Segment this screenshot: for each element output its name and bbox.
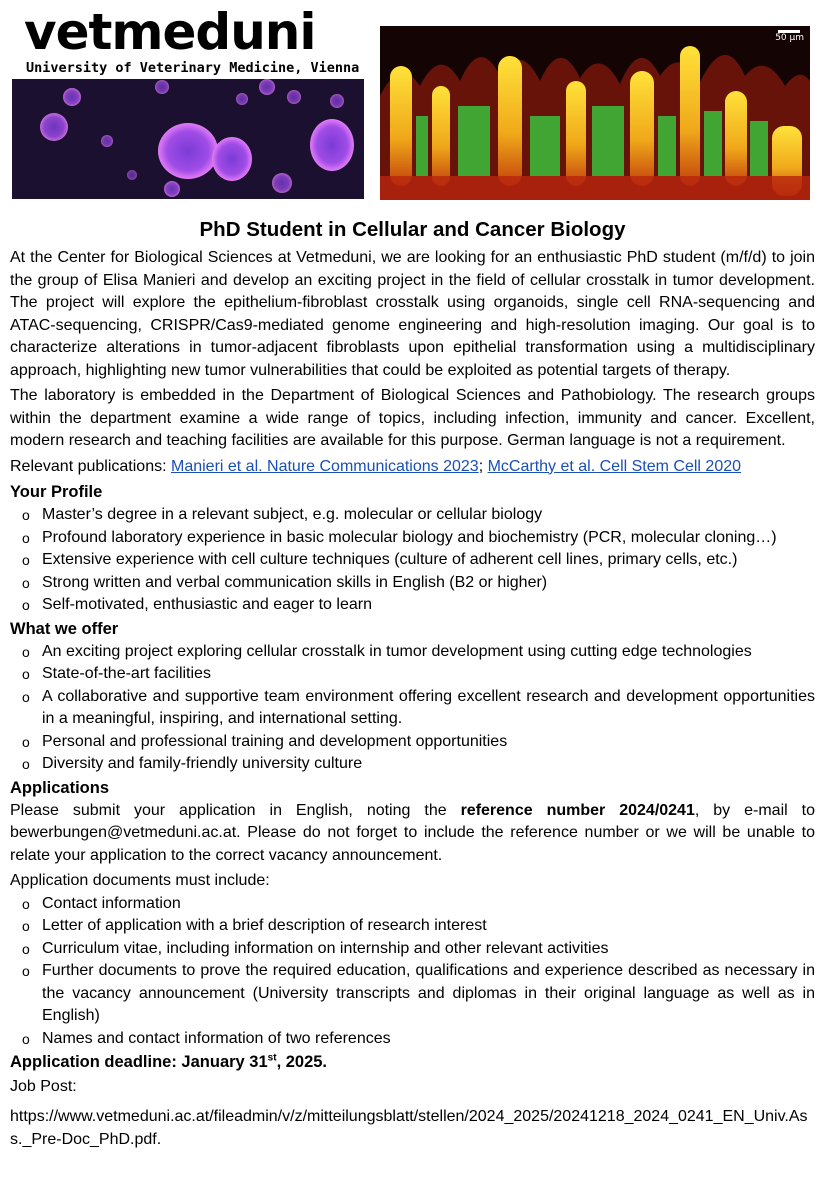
- applications-text-before: Please submit your application in English, noting the: [10, 801, 461, 819]
- list-item: o Extensive experience with cell culture techniques (culture of adherent cell lines, primary cells, etc.): [10, 549, 815, 572]
- organoid-microscopy-image: [12, 79, 364, 199]
- deadline-tail: , 2025.: [276, 1053, 328, 1071]
- list-item: o Names and contact information of two references: [10, 1028, 815, 1051]
- job-posting-body: [10, 216, 815, 1151]
- applications-text-after: , by e-mail to bewerbungen@vetmeduni.ac.at. Please do not forget to include the reference number or we will be unable to relate your application to the correct vacancy announcement.: [10, 801, 815, 864]
- university-name: University of Veterinary Medicine, Vienna: [26, 60, 360, 76]
- reference-number: reference number 2024/0241: [460, 801, 695, 819]
- list-item: o Strong written and verbal communication skills in English (B2 or higher): [10, 572, 815, 595]
- list-item: o Master’s degree in a relevant subject, e.g. molecular or cellular biology: [10, 504, 815, 527]
- vetmeduni-logo: vetmeduni: [24, 3, 316, 61]
- publication-link-manieri[interactable]: Manieri et al. Nature Communications 2023: [170, 457, 479, 475]
- page-title: PhD Student in Cellular and Cancer Biology: [199, 218, 626, 241]
- list-item: o An exciting project exploring cellular crosstalk in tumor development using cutting edge technologies: [10, 641, 815, 664]
- lab-paragraph: The laboratory is embedded in the Department of Biological Sciences and Pathobiology. The research groups within the department examine a wide range of topics, including infection, immunity and cancer. Excellent, modern research and teaching facilities are available for this purpose. German language is not a requirement.: [10, 387, 815, 449]
- publications-line: [10, 456, 815, 479]
- tissue-fluorescence-image: [380, 26, 810, 200]
- list-item: o Further documents to prove the required education, qualifications and experience described as necessary in the vacancy announcement (University transcripts and diplomas in their original language as well as in English): [10, 960, 815, 1028]
- list-item: o Contact information: [10, 893, 815, 916]
- applications-heading: Applications: [10, 778, 110, 797]
- deadline-label: Application deadline: January 31: [10, 1053, 268, 1071]
- publications-separator: ;: [478, 457, 488, 475]
- list-item: o Curriculum vitae, including information on internship and other relevant activities: [10, 938, 815, 961]
- list-item: o State-of-the-art facilities: [10, 663, 815, 686]
- profile-heading: Your Profile: [10, 483, 103, 501]
- list-item: o Self-motivated, enthusiastic and eager to learn: [10, 594, 815, 617]
- application-deadline: [10, 1050, 815, 1075]
- documents-list: [10, 893, 815, 1051]
- documents-intro: Application documents must include:: [10, 872, 270, 889]
- publications-label: Relevant publications:: [10, 457, 171, 475]
- list-item: o Profound laboratory experience in basic molecular biology and biochemistry (PCR, molecular cloning…): [10, 527, 815, 550]
- job-post-url[interactable]: https://www.vetmeduni.ac.at/fileadmin/v/z/mitteilungsblatt/stellen/2024_2025/20241218_2024_0241_EN_Univ.Ass._Pre-Doc_PhD.pdf.: [10, 1108, 808, 1148]
- intro-paragraph: At the Center for Biological Sciences at Vetmeduni, we are looking for an enthusiastic PhD student (m/f/d) to join the group of Elisa Manieri and develop an exciting project in the field of cellular crosstalk in tumor development. The project will explore the epithelium-fibroblast crosstalk using organoids, single cell RNA-sequencing and ATAC-sequencing, CRISPR/Cas9-mediated genome engineering and high-resolution imaging. Our goal is to characterize alterations in tumor-adjacent fibroblasts upon epithelial transformation using a multidisciplinary approach, highlighting new tumor vulnerabilities that could be exploited as potential targets of therapy.: [10, 249, 815, 379]
- list-item: o A collaborative and supportive team environment offering excellent research and development opportunities in a meaningful, inspiring, and international setting.: [10, 686, 815, 731]
- scale-bar: [775, 30, 804, 43]
- publication-link-mccarthy[interactable]: McCarthy et al. Cell Stem Cell 2020: [487, 457, 742, 475]
- offer-heading: What we offer: [10, 619, 119, 638]
- list-item: o Personal and professional training and development opportunities: [10, 731, 815, 754]
- list-item: o Letter of application with a brief description of research interest: [10, 915, 815, 938]
- applications-paragraph: [10, 800, 815, 868]
- page-header: [0, 0, 823, 210]
- profile-list: [10, 504, 815, 617]
- scale-bar-label: 50 µm: [775, 33, 804, 43]
- offer-list: [10, 641, 815, 776]
- list-item: o Diversity and family-friendly university culture: [10, 753, 815, 776]
- deadline-ordinal: st: [267, 1052, 277, 1064]
- job-post-label: Job Post:: [10, 1078, 77, 1095]
